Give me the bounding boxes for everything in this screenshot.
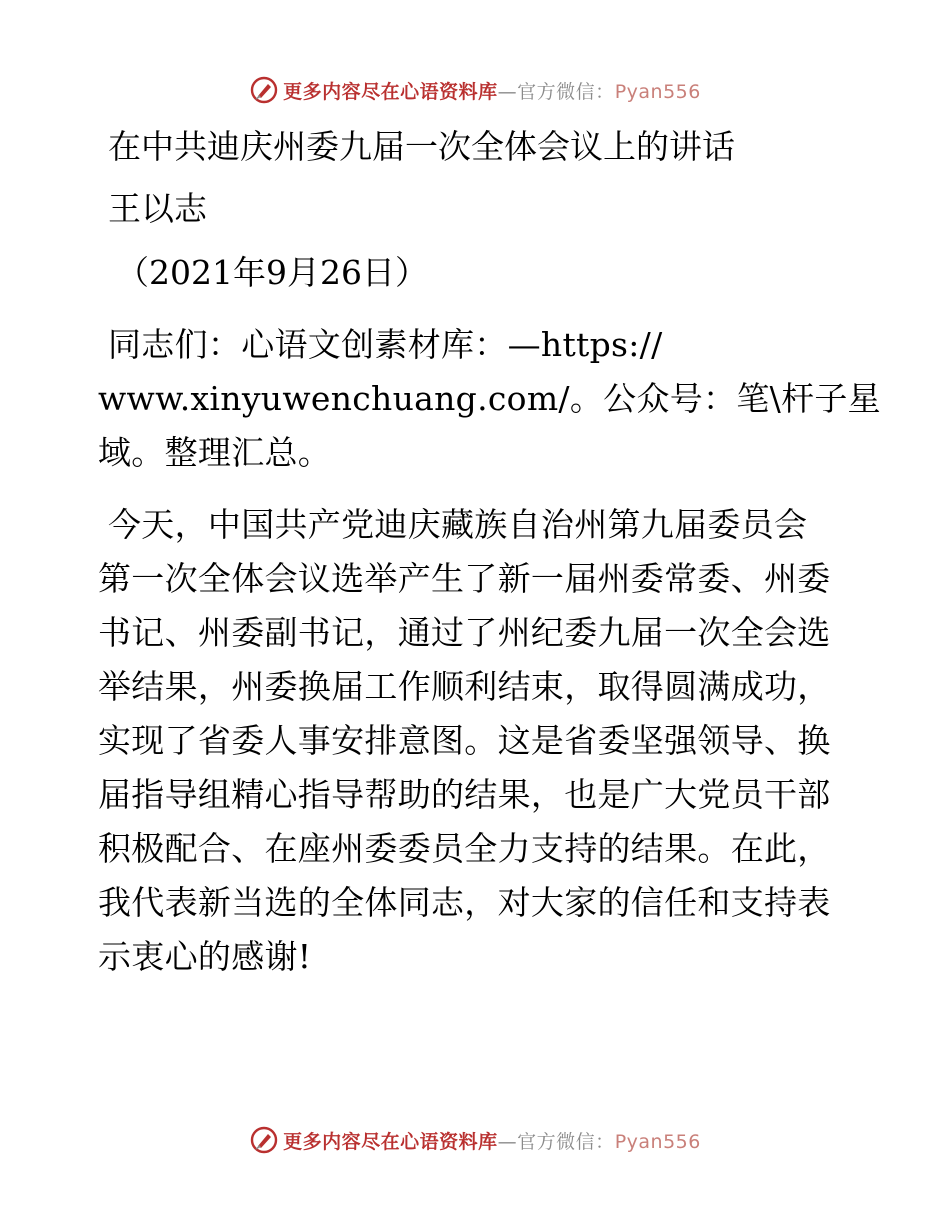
paragraph-line: 积极配合、在座州委委员全力支持的结果。在此，	[98, 829, 831, 868]
watermark-dash: —	[497, 1130, 518, 1153]
watermark-wechat-id: Pyan556	[614, 80, 701, 103]
document-title: 在中共迪庆州委九届一次全体会议上的讲话	[108, 127, 735, 166]
document-date: （2021年9月26日）	[116, 253, 428, 292]
document-author: 王以志	[108, 189, 207, 228]
watermark-content	[249, 75, 701, 105]
paragraph-line: 我代表新当选的全体同志，对大家的信任和支持表	[98, 883, 831, 922]
pen-nib-logo-icon	[249, 75, 279, 105]
pen-nib-logo-icon	[249, 1125, 279, 1155]
document-body	[98, 122, 881, 984]
paragraph-line: 示衷心的感谢!	[98, 937, 312, 976]
paragraph-line: 今天，中国共产党迪庆藏族自治州第九届委员会	[108, 505, 808, 544]
watermark-wechat-id: Pyan556	[614, 1130, 701, 1153]
header-watermark	[0, 70, 950, 110]
watermark-brand: 更多内容尽在心语资料库	[283, 80, 498, 103]
paragraph-line: 届指导组精心指导帮助的结果，也是广大党员干部	[98, 775, 831, 814]
watermark-brand: 更多内容尽在心语资料库	[283, 1130, 498, 1153]
paragraph-line: 第一次全体会议选举产生了新一届州委常委、州委	[98, 559, 831, 598]
paragraph-line: 书记、州委副书记，通过了州纪委九届一次全会选	[98, 613, 831, 652]
main-paragraph	[98, 498, 858, 984]
paragraph-line: 实现了省委人事安排意图。这是省委坚强领导、换	[98, 721, 831, 760]
footer-watermark	[0, 1120, 950, 1160]
greeting-line: www.xinyuwenchuang.com/。公众号：笔\杆子星	[98, 379, 881, 418]
watermark-content	[249, 1125, 701, 1155]
paragraph-line: 举结果，州委换届工作顺利结束，取得圆满成功，	[98, 667, 831, 706]
watermark-wechat-label: 官方微信：	[517, 1130, 615, 1153]
greeting-line: 域。整理汇总。	[98, 433, 332, 472]
watermark-wechat-label: 官方微信：	[517, 80, 615, 103]
watermark-dash: —	[497, 80, 518, 103]
greeting-paragraph	[98, 318, 881, 480]
greeting-line: 同志们：心语文创素材库：—https://	[108, 325, 663, 364]
